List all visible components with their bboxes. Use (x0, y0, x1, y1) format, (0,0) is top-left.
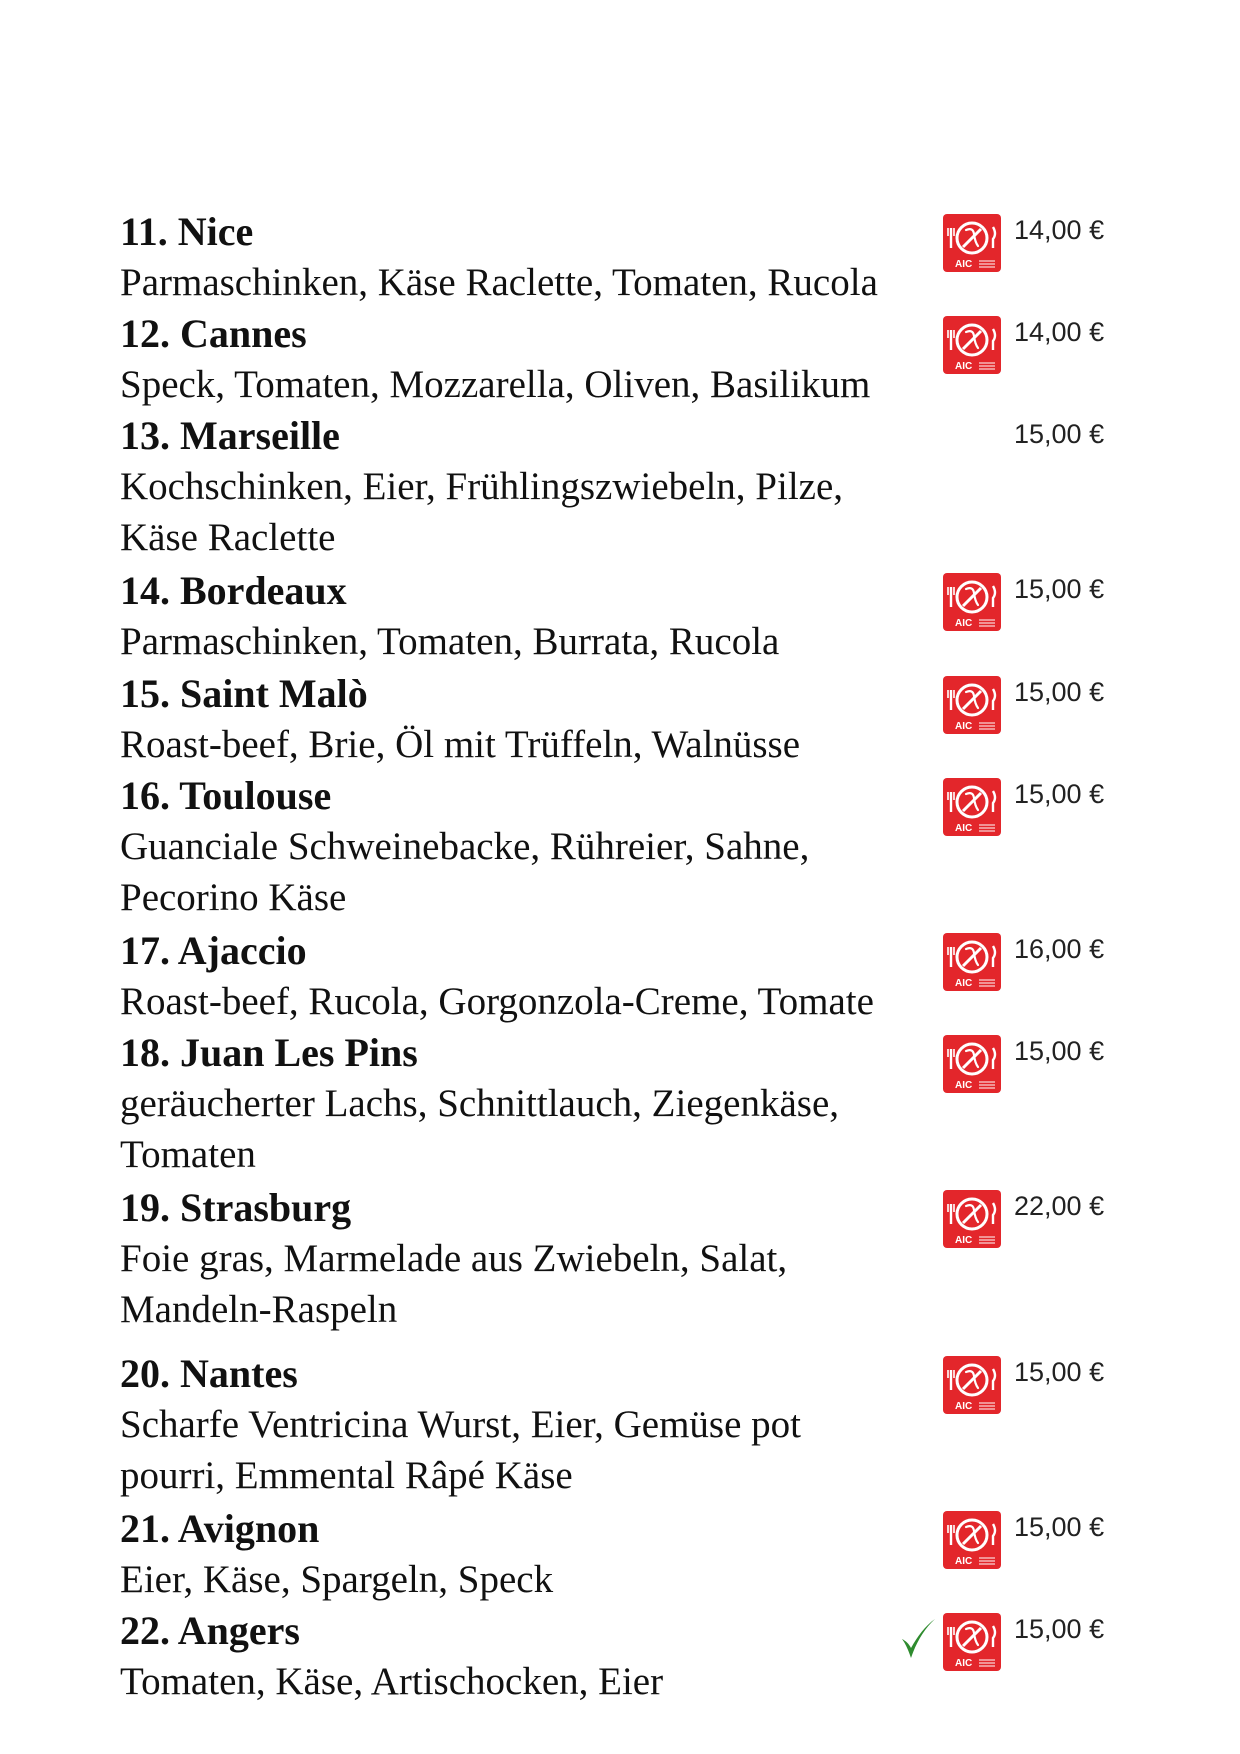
gluten-free-aic-badge-icon (943, 1511, 1001, 1569)
item-description (120, 1554, 950, 1605)
item-title: 22. Angers (120, 1608, 300, 1653)
item-title: 20. Nantes (120, 1351, 298, 1396)
badge-label: AIC (955, 618, 973, 629)
item-description-line: Kochschinken, Eier, Frühlingszwiebeln, Pilze, (120, 465, 844, 508)
item-description-line: Guanciale Schweinebacke, Rühreier, Sahne, (120, 825, 810, 868)
vegetarian-check-icon (898, 1615, 938, 1661)
item-title: 16. Toulouse (120, 773, 332, 818)
item-price: 15,00 € (1014, 779, 1105, 809)
item-description-line: Käse Raclette (120, 516, 336, 559)
item-description-line: geräucherter Lachs, Schnittlauch, Ziegenkäse, (120, 1082, 840, 1125)
badge-label: AIC (955, 978, 973, 989)
item-price: 15,00 € (1014, 1614, 1105, 1644)
item-title: 21. Avignon (120, 1506, 320, 1551)
item-price: 15,00 € (1014, 1036, 1105, 1066)
item-title: 19. Strasburg (120, 1185, 352, 1230)
item-price: 15,00 € (1014, 677, 1105, 707)
item-description-line: Parmaschinken, Käse Raclette, Tomaten, Rucola (120, 261, 878, 304)
item-title: 18. Juan Les Pins (120, 1030, 418, 1075)
item-description-line: Tomaten, Käse, Artischocken, Eier (120, 1660, 664, 1703)
item-title: 15. Saint Malò (120, 671, 368, 716)
item-description (120, 461, 950, 563)
badge-label: AIC (955, 1658, 973, 1669)
item-description-line: Tomaten (120, 1133, 256, 1176)
badge-label: AIC (955, 1235, 973, 1246)
item-description-line: Eier, Käse, Spargeln, Speck (120, 1558, 554, 1601)
item-description (120, 1399, 950, 1501)
badge-label: AIC (955, 1080, 973, 1091)
item-price: 16,00 € (1014, 934, 1105, 964)
item-description (120, 976, 950, 1027)
item-price: 15,00 € (1014, 419, 1105, 449)
item-price: 15,00 € (1014, 574, 1105, 604)
gluten-free-aic-badge-icon (943, 1613, 1001, 1671)
item-title: 17. Ajaccio (120, 928, 307, 973)
item-description-line: Speck, Tomaten, Mozzarella, Oliven, Basilikum (120, 363, 871, 406)
item-description (120, 616, 950, 667)
gluten-free-aic-badge-icon (943, 933, 1001, 991)
item-price: 14,00 € (1014, 215, 1105, 245)
badge-label: AIC (955, 1401, 973, 1412)
item-title: 12. Cannes (120, 311, 307, 356)
gluten-free-aic-badge-icon (943, 214, 1001, 272)
badge-label: AIC (955, 259, 973, 270)
gluten-free-aic-badge-icon (943, 1035, 1001, 1093)
item-description-line: Scharfe Ventricina Wurst, Eier, Gemüse pot (120, 1403, 801, 1446)
item-price: 15,00 € (1014, 1512, 1105, 1542)
gluten-free-aic-badge-icon (943, 676, 1001, 734)
item-description (120, 257, 950, 308)
item-title: 11. Nice (120, 209, 254, 254)
gluten-free-aic-badge-icon (943, 573, 1001, 631)
item-description-line: Roast-beef, Rucola, Gorgonzola-Creme, Tomate (120, 980, 874, 1023)
item-description (120, 1078, 950, 1180)
gluten-free-aic-badge-icon (943, 1356, 1001, 1414)
item-price: 22,00 € (1014, 1191, 1105, 1221)
item-description (120, 1656, 950, 1707)
badge-label: AIC (955, 361, 973, 372)
item-description-line: Parmaschinken, Tomaten, Burrata, Rucola (120, 620, 780, 663)
item-description-line: Pecorino Käse (120, 876, 347, 919)
item-price: 15,00 € (1014, 1357, 1105, 1387)
badge-label: AIC (955, 721, 973, 732)
item-description (120, 1233, 950, 1335)
gluten-free-aic-badge-icon (943, 1190, 1001, 1248)
badge-label: AIC (955, 1556, 973, 1567)
item-description (120, 821, 950, 923)
item-description-line: Foie gras, Marmelade aus Zwiebeln, Salat, (120, 1237, 788, 1280)
item-price: 14,00 € (1014, 317, 1105, 347)
item-title: 13. Marseille (120, 413, 340, 458)
item-description (120, 719, 950, 770)
item-description (120, 359, 950, 410)
gluten-free-aic-badge-icon (943, 778, 1001, 836)
item-description-line: pourri, Emmental Râpé Käse (120, 1454, 573, 1497)
item-title: 14. Bordeaux (120, 568, 347, 613)
gluten-free-aic-badge-icon (943, 316, 1001, 374)
item-description-line: Roast-beef, Brie, Öl mit Trüffeln, Walnüsse (120, 723, 801, 766)
item-description-line: Mandeln-Raspeln (120, 1288, 398, 1331)
badge-label: AIC (955, 823, 973, 834)
